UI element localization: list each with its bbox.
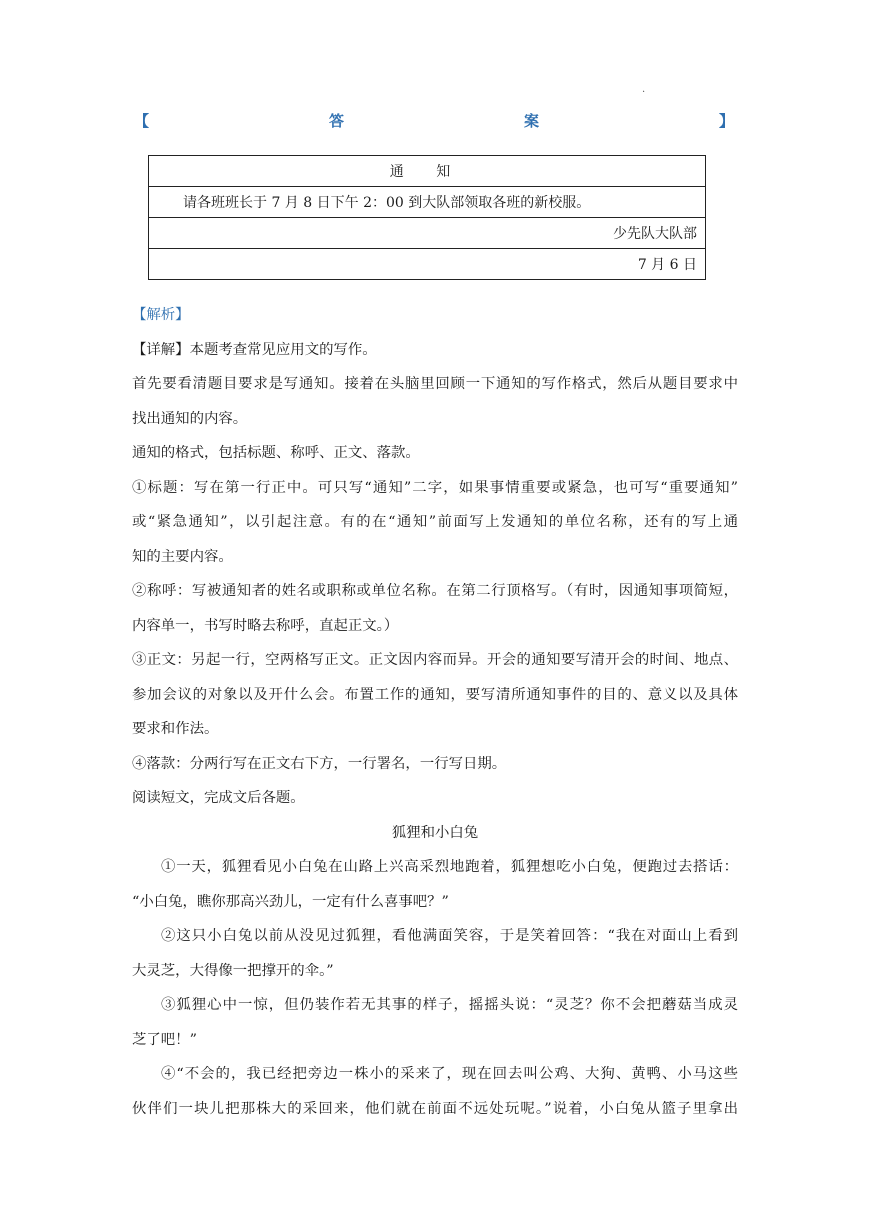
answer-char-2: 案 — [524, 112, 540, 130]
analysis-line: 内容单一，书写时略去称呼，直起正文。） — [132, 617, 399, 634]
analysis-line: 首先要看清题目要求是写通知。接着在头脑里回顾一下通知的写作格式，然后从题目要求中 — [132, 376, 738, 392]
analysis-line: 找出通知的内容。 — [132, 410, 248, 427]
story-line: ③狐狸心中一惊，但仍装作若无其事的样子，摇摇头说：“灵芝？你不会把蘑菇当成灵 — [161, 997, 738, 1013]
answer-bracket-close: 】 — [719, 112, 735, 130]
analysis-line: 【详解】本题考查常见应用文的写作。 — [132, 341, 377, 358]
analysis-line: 阅读短文，完成文后各题。 — [132, 790, 305, 806]
analysis-line: 要求和作法。 — [132, 721, 219, 737]
answer-bracket-open: 【 — [134, 112, 150, 130]
story-line: ②这只小白兔以前从没见过狐狸，看他满面笑容，于是笑着回答：“我在对面山上看到 — [161, 928, 738, 944]
story-line: 伙伴们一块儿把那株大的采回来，他们就在前面不远处玩呢。”说着，小白兔从篮子里拿出 — [132, 1100, 738, 1117]
story-line: 芝了吧！” — [132, 1031, 197, 1048]
story-line: “小白兔，瞧你那高兴劲儿，一定有什么喜事吧？” — [132, 893, 449, 910]
notice-date: 7 月 6 日 — [149, 249, 706, 280]
notice-signature: 少先队大队部 — [149, 218, 706, 249]
analysis-line: ①标题：写在第一行正中。可只写“通知”二字，如果事情重要或紧急，也可写“重要通知” — [132, 479, 738, 496]
story-line: 大灵芝，大得像一把撑开的伞。” — [132, 962, 334, 979]
notice-table — [148, 155, 706, 280]
story-line: ④“不会的，我已经把旁边一株小的采来了，现在回去叫公鸡、大狗、黄鸭、小马这些 — [161, 1066, 738, 1082]
story-line: ①一天，狐狸看见小白兔在山路上兴高采烈地跑着，狐狸想吃小白兔，便跑过去搭话： — [161, 859, 738, 875]
notice-body: 请各班班长于 7 月 8 日下午 2：00 到大队部领取各班的新校服。 — [149, 187, 706, 218]
analysis-heading: 【解析】 — [132, 307, 190, 323]
answer-char-1: 答 — [329, 112, 345, 130]
analysis-line: ④落款：分两行写在正文右下方，一行署名，一行写日期。 — [132, 755, 507, 772]
analysis-line: 参加会议的对象以及开什么会。布置工作的通知，要写清所通知事件的目的、意义以及具体 — [132, 686, 738, 703]
analysis-line: 知的主要内容。 — [132, 548, 233, 565]
story-title: 狐狸和小白兔 — [391, 824, 479, 841]
analysis-line: ②称呼：写被通知者的姓名或职称或单位名称。在第二行顶格写。（有时，因通知事项简短， — [132, 583, 738, 599]
page-mark: . — [642, 84, 646, 95]
analysis-line: ③正文：另起一行，空两格写正文。正文因内容而异。开会的通知要写清开会的时间、地点、 — [132, 652, 738, 668]
answer-heading — [134, 110, 734, 134]
analysis-content — [132, 298, 738, 1126]
analysis-line: 通知的格式，包括标题、称呼、正文、落款。 — [132, 445, 420, 461]
notice-title: 通 知 — [149, 156, 706, 187]
analysis-line: 或“紧急通知”，以引起注意。有的在“通知”前面写上发通知的单位名称，还有的写上通 — [132, 514, 738, 530]
